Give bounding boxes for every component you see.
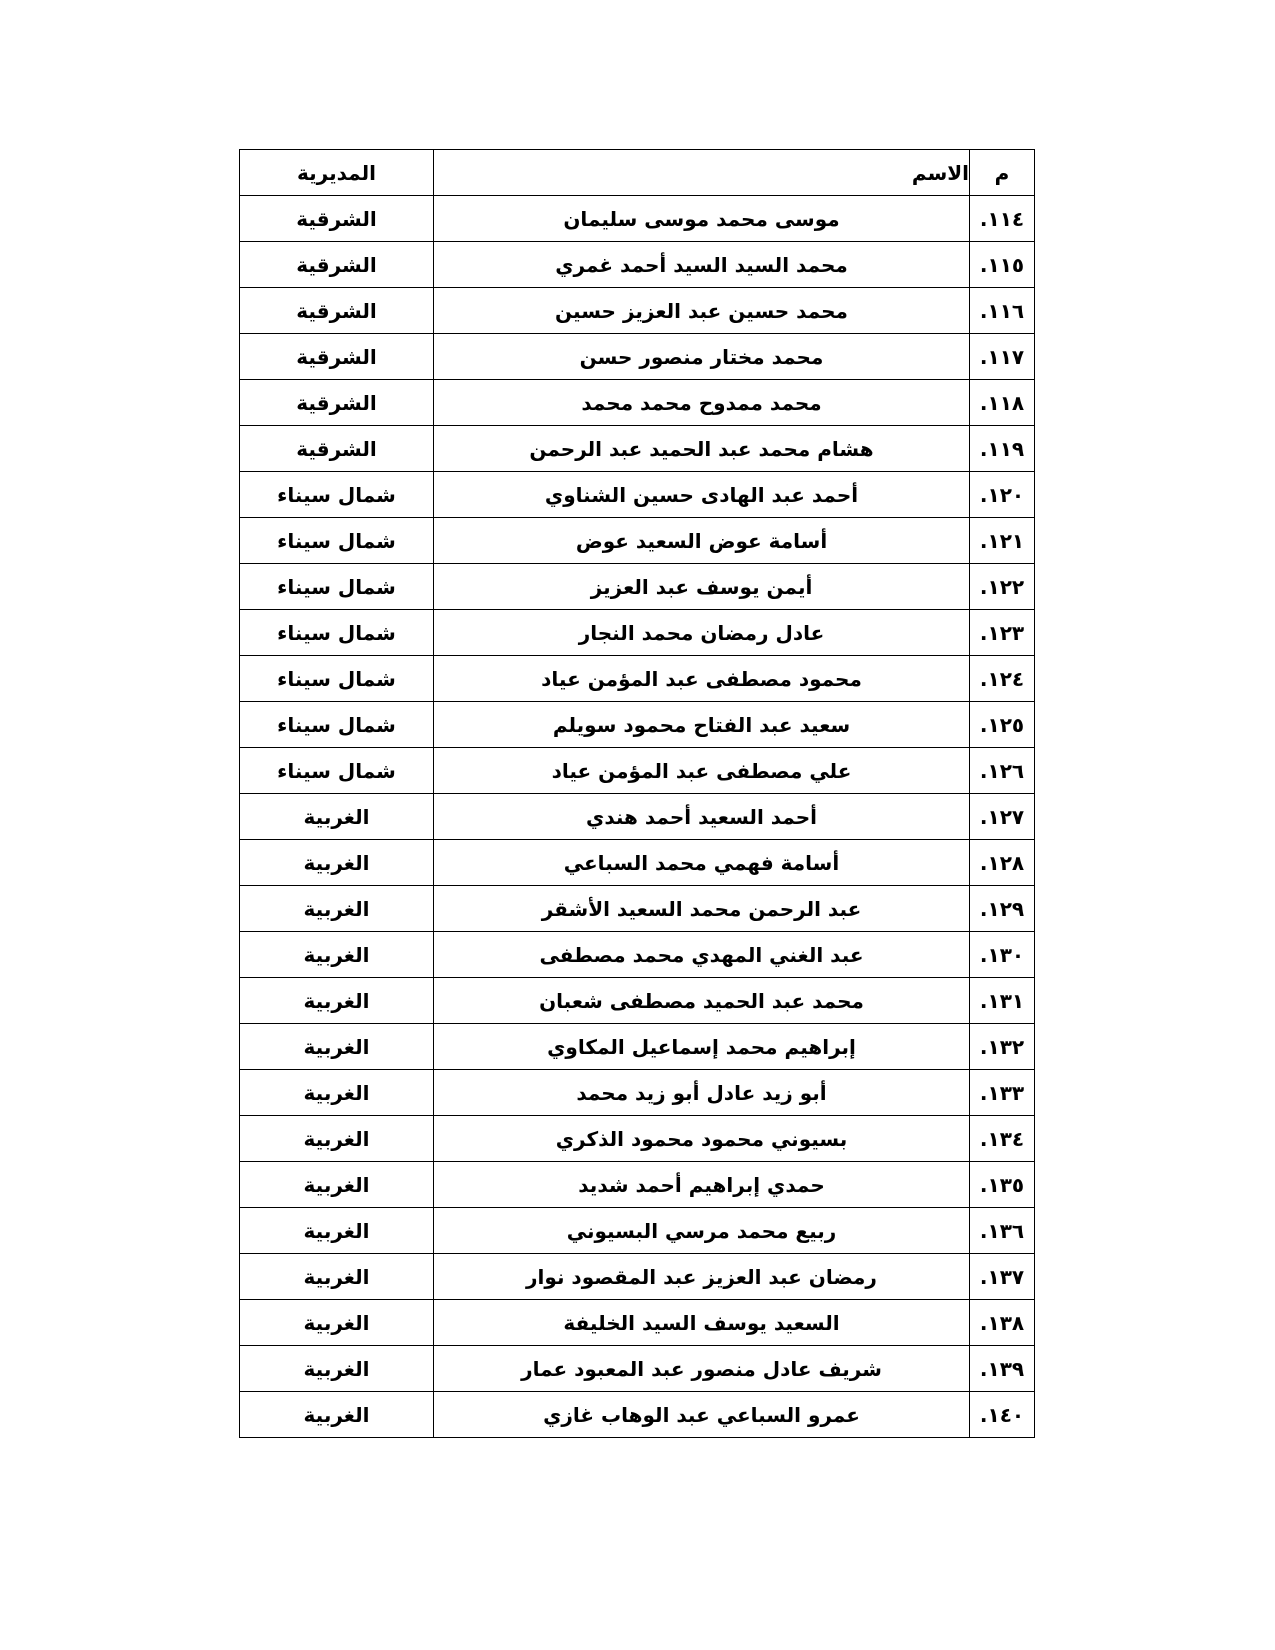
table-row <box>240 610 1035 656</box>
row-name: رمضان عبد العزيز عبد المقصود نوار <box>434 1254 970 1300</box>
row-directorate: الشرقية <box>240 334 434 380</box>
table-row <box>240 1070 1035 1116</box>
row-name: عادل رمضان محمد النجار <box>434 610 970 656</box>
row-number: ١١٨. <box>970 380 1035 426</box>
row-number: ١١٩. <box>970 426 1035 472</box>
row-number: ١٣٩. <box>970 1346 1035 1392</box>
table-row <box>240 702 1035 748</box>
row-directorate: الغربية <box>240 794 434 840</box>
row-directorate: شمال سيناء <box>240 656 434 702</box>
table-row <box>240 1024 1035 1070</box>
table-row <box>240 1346 1035 1392</box>
row-name: علي مصطفى عبد المؤمن عياد <box>434 748 970 794</box>
row-number: ١٢٩. <box>970 886 1035 932</box>
row-directorate: الغربية <box>240 1254 434 1300</box>
row-directorate: الغربية <box>240 1392 434 1438</box>
table-row <box>240 472 1035 518</box>
table-row <box>240 564 1035 610</box>
row-name: أسامة عوض السعيد عوض <box>434 518 970 564</box>
row-number: ١٣٨. <box>970 1300 1035 1346</box>
row-directorate: الشرقية <box>240 380 434 426</box>
row-directorate: الغربية <box>240 932 434 978</box>
row-directorate: شمال سيناء <box>240 748 434 794</box>
row-directorate: الغربية <box>240 978 434 1024</box>
row-directorate: الغربية <box>240 1070 434 1116</box>
row-number: ١٢٦. <box>970 748 1035 794</box>
row-directorate: شمال سيناء <box>240 610 434 656</box>
row-directorate: الغربية <box>240 840 434 886</box>
row-name: بسيوني محمود محمود الذكري <box>434 1116 970 1162</box>
row-name: شريف عادل منصور عبد المعبود عمار <box>434 1346 970 1392</box>
row-name: عبد الغني المهدي محمد مصطفى <box>434 932 970 978</box>
row-name: محمد عبد الحميد مصطفى شعبان <box>434 978 970 1024</box>
names-table <box>239 149 1035 1438</box>
row-number: ١٣٧. <box>970 1254 1035 1300</box>
row-name: عمرو السباعي عبد الوهاب غازي <box>434 1392 970 1438</box>
row-number: ١١٦. <box>970 288 1035 334</box>
row-name: عبد الرحمن محمد السعيد الأشقر <box>434 886 970 932</box>
table-row <box>240 1392 1035 1438</box>
table-row <box>240 196 1035 242</box>
header-name: الاسم <box>434 150 970 196</box>
row-name: هشام محمد عبد الحميد عبد الرحمن <box>434 426 970 472</box>
row-directorate: شمال سيناء <box>240 702 434 748</box>
row-name: ربيع محمد مرسي البسيوني <box>434 1208 970 1254</box>
row-name: موسى محمد موسى سليمان <box>434 196 970 242</box>
table-row <box>240 380 1035 426</box>
row-name: سعيد عبد الفتاح محمود سويلم <box>434 702 970 748</box>
row-number: ١٣٠. <box>970 932 1035 978</box>
row-directorate: الغربية <box>240 1024 434 1070</box>
row-number: ١٤٠. <box>970 1392 1035 1438</box>
row-number: ١٢٤. <box>970 656 1035 702</box>
row-name: أيمن يوسف عبد العزيز <box>434 564 970 610</box>
row-directorate: الغربية <box>240 1346 434 1392</box>
row-number: ١٢٣. <box>970 610 1035 656</box>
row-number: ١١٥. <box>970 242 1035 288</box>
row-name: أبو زيد عادل أبو زيد محمد <box>434 1070 970 1116</box>
row-number: ١٣١. <box>970 978 1035 1024</box>
row-number: ١٢٨. <box>970 840 1035 886</box>
row-name: محمود مصطفى عبد المؤمن عياد <box>434 656 970 702</box>
row-directorate: الغربية <box>240 1116 434 1162</box>
row-directorate: الغربية <box>240 886 434 932</box>
row-name: محمد ممدوح محمد محمد <box>434 380 970 426</box>
table-row <box>240 1162 1035 1208</box>
row-number: ١١٤. <box>970 196 1035 242</box>
row-directorate: الشرقية <box>240 426 434 472</box>
row-number: ١٢٧. <box>970 794 1035 840</box>
table-row <box>240 794 1035 840</box>
table-body <box>240 196 1035 1438</box>
row-directorate: شمال سيناء <box>240 472 434 518</box>
row-name: أسامة فهمي محمد السباعي <box>434 840 970 886</box>
table-row <box>240 932 1035 978</box>
table-row <box>240 748 1035 794</box>
row-number: ١٣٤. <box>970 1116 1035 1162</box>
table-row <box>240 1208 1035 1254</box>
row-name: إبراهيم محمد إسماعيل المكاوي <box>434 1024 970 1070</box>
table-row <box>240 1254 1035 1300</box>
table-row <box>240 1300 1035 1346</box>
table-row <box>240 1116 1035 1162</box>
row-number: ١١٧. <box>970 334 1035 380</box>
row-name: أحمد عبد الهادى حسين الشناوي <box>434 472 970 518</box>
row-name: حمدي إبراهيم أحمد شديد <box>434 1162 970 1208</box>
table-row <box>240 840 1035 886</box>
table-row <box>240 886 1035 932</box>
row-number: ١٢١. <box>970 518 1035 564</box>
row-number: ١٢٥. <box>970 702 1035 748</box>
row-directorate: الشرقية <box>240 196 434 242</box>
table-row <box>240 242 1035 288</box>
table-row <box>240 288 1035 334</box>
table-row <box>240 426 1035 472</box>
row-number: ١٣٦. <box>970 1208 1035 1254</box>
table-row <box>240 656 1035 702</box>
header-number: م <box>970 150 1035 196</box>
row-directorate: الغربية <box>240 1162 434 1208</box>
row-directorate: الغربية <box>240 1208 434 1254</box>
table-row <box>240 518 1035 564</box>
header-directorate: المديرية <box>240 150 434 196</box>
row-directorate: الشرقية <box>240 242 434 288</box>
row-name: محمد السيد السيد أحمد غمري <box>434 242 970 288</box>
table-header-row <box>240 150 1035 196</box>
row-directorate: الشرقية <box>240 288 434 334</box>
row-name: أحمد السعيد أحمد هندي <box>434 794 970 840</box>
row-number: ١٢٢. <box>970 564 1035 610</box>
row-name: محمد حسين عبد العزيز حسين <box>434 288 970 334</box>
table-row <box>240 978 1035 1024</box>
row-number: ١٣٢. <box>970 1024 1035 1070</box>
table-row <box>240 334 1035 380</box>
row-number: ١٢٠. <box>970 472 1035 518</box>
row-directorate: شمال سيناء <box>240 518 434 564</box>
row-number: ١٣٥. <box>970 1162 1035 1208</box>
row-directorate: الغربية <box>240 1300 434 1346</box>
row-name: السعيد يوسف السيد الخليفة <box>434 1300 970 1346</box>
row-directorate: شمال سيناء <box>240 564 434 610</box>
row-name: محمد مختار منصور حسن <box>434 334 970 380</box>
row-number: ١٣٣. <box>970 1070 1035 1116</box>
